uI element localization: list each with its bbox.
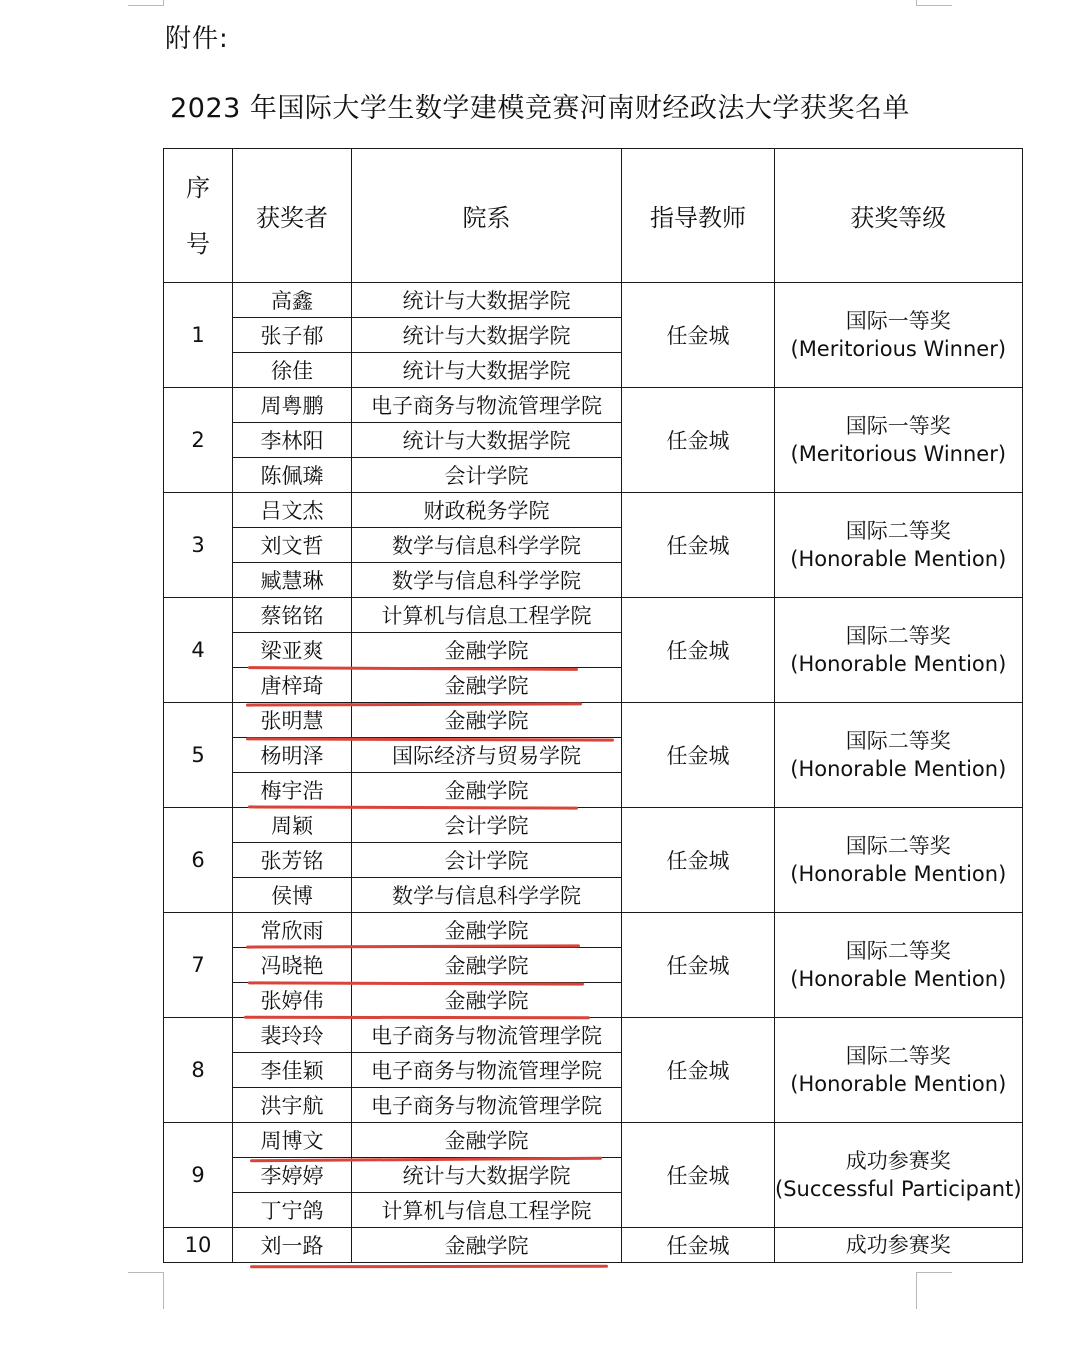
winner-name: 周博文 (233, 1123, 352, 1158)
table-row (164, 388, 1023, 423)
award-level (775, 493, 1023, 598)
department-name: 金融学院 (352, 1123, 622, 1158)
department-name: 电子商务与物流管理学院 (352, 1018, 622, 1053)
corner-mark-bottom-right (916, 1272, 952, 1309)
award-level (775, 703, 1023, 808)
winner-name: 陈佩璘 (233, 458, 352, 493)
department-name: 金融学院 (352, 1228, 622, 1263)
department-name: 数学与信息科学学院 (352, 878, 622, 913)
highlight-underline (244, 1016, 590, 1020)
advisor-name: 任金城 (622, 1228, 775, 1263)
advisor-name: 任金城 (622, 808, 775, 913)
award-level (775, 598, 1023, 703)
table-row (164, 913, 1023, 948)
winner-name: 梁亚爽 (233, 633, 352, 668)
corner-mark-top-right (916, 0, 952, 6)
winner-name: 梅宇浩 (233, 773, 352, 808)
department-name: 数学与信息科学学院 (352, 528, 622, 563)
advisor-name: 任金城 (622, 703, 775, 808)
advisor-name: 任金城 (622, 493, 775, 598)
winner-name: 周颖 (233, 808, 352, 843)
award-level (775, 388, 1023, 493)
award-cn: 成功参赛奖 (845, 1149, 951, 1173)
winner-name: 洪宇航 (233, 1088, 352, 1123)
award-en: (Honorable Mention) (790, 862, 1007, 886)
document-title: 2023 年国际大学生数学建模竞赛河南财经政法大学获奖名单 (170, 93, 910, 124)
advisor-name: 任金城 (622, 1018, 775, 1123)
team-number: 5 (164, 703, 233, 808)
department-name: 会计学院 (352, 808, 622, 843)
awards-body (164, 283, 1023, 1263)
award-en: (Meritorious Winner) (790, 337, 1007, 361)
winner-name: 张芳铭 (233, 843, 352, 878)
table-row (164, 283, 1023, 318)
table-row (164, 808, 1023, 843)
table-row (164, 703, 1023, 738)
winner-name: 蔡铭铭 (233, 598, 352, 633)
award-cn: 国际一等奖 (845, 309, 951, 333)
winner-name: 吕文杰 (233, 493, 352, 528)
department-name: 金融学院 (352, 773, 622, 808)
winner-name: 杨明泽 (233, 738, 352, 773)
award-en: (Honorable Mention) (790, 967, 1007, 991)
winner-name: 高鑫 (233, 283, 352, 318)
department-name: 金融学院 (352, 948, 622, 983)
award-en: (Honorable Mention) (790, 652, 1007, 676)
department-name: 金融学院 (352, 668, 622, 703)
award-level: 成功参赛奖 (775, 1228, 1023, 1263)
winner-name: 丁宁鸽 (233, 1193, 352, 1228)
department-name: 金融学院 (352, 703, 622, 738)
department-name: 金融学院 (352, 633, 622, 668)
team-number: 8 (164, 1018, 233, 1123)
winner-name: 刘文哲 (233, 528, 352, 563)
advisor-name: 任金城 (622, 598, 775, 703)
team-number: 10 (164, 1228, 233, 1263)
award-level (775, 1123, 1023, 1228)
winner-name: 常欣雨 (233, 913, 352, 948)
winner-name: 臧慧琳 (233, 563, 352, 598)
department-name: 国际经济与贸易学院 (352, 738, 622, 773)
award-en: (Honorable Mention) (790, 757, 1007, 781)
winner-name: 张明慧 (233, 703, 352, 738)
corner-mark-bottom-left (128, 1272, 164, 1309)
table-row (164, 598, 1023, 633)
award-cn: 国际二等奖 (845, 1044, 951, 1068)
table-row (164, 1123, 1023, 1158)
team-number: 9 (164, 1123, 233, 1228)
winner-name: 李林阳 (233, 423, 352, 458)
department-name: 统计与大数据学院 (352, 283, 622, 318)
award-level (775, 283, 1023, 388)
winner-name: 侯博 (233, 878, 352, 913)
department-name: 统计与大数据学院 (352, 318, 622, 353)
winner-name: 李婷婷 (233, 1158, 352, 1193)
team-number: 7 (164, 913, 233, 1018)
header-advisor: 指导教师 (622, 149, 775, 283)
table-row (164, 1018, 1023, 1053)
advisor-name: 任金城 (622, 1123, 775, 1228)
department-name: 电子商务与物流管理学院 (352, 1088, 622, 1123)
team-number: 2 (164, 388, 233, 493)
header-winner: 获奖者 (233, 149, 352, 283)
winner-name: 李佳颖 (233, 1053, 352, 1088)
award-cn: 国际二等奖 (845, 939, 951, 963)
winner-name: 张婷伟 (233, 983, 352, 1018)
department-name: 电子商务与物流管理学院 (352, 1053, 622, 1088)
department-name: 财政税务学院 (352, 493, 622, 528)
department-name: 统计与大数据学院 (352, 1158, 622, 1193)
award-level (775, 913, 1023, 1018)
winner-name: 刘一路 (233, 1228, 352, 1263)
award-level (775, 808, 1023, 913)
table-row (164, 1228, 1023, 1263)
team-number: 4 (164, 598, 233, 703)
advisor-name: 任金城 (622, 388, 775, 493)
department-name: 计算机与信息工程学院 (352, 1193, 622, 1228)
department-name: 统计与大数据学院 (352, 423, 622, 458)
header-no-line2: 号 (186, 229, 210, 258)
department-name: 统计与大数据学院 (352, 353, 622, 388)
department-name: 电子商务与物流管理学院 (352, 388, 622, 423)
winner-name: 张子郁 (233, 318, 352, 353)
attachment-label: 附件: (165, 24, 229, 54)
winner-name: 裴玲玲 (233, 1018, 352, 1053)
award-en: (Honorable Mention) (790, 1072, 1007, 1096)
advisor-name: 任金城 (622, 283, 775, 388)
department-name: 数学与信息科学学院 (352, 563, 622, 598)
winner-name: 周粤鹏 (233, 388, 352, 423)
award-cn: 国际一等奖 (845, 414, 951, 438)
header-department: 院系 (352, 149, 622, 283)
award-en: (Meritorious Winner) (790, 442, 1007, 466)
table-row (164, 493, 1023, 528)
award-en: (Successful Participant) (775, 1177, 1022, 1201)
winner-name: 徐佳 (233, 353, 352, 388)
corner-mark-top-left (128, 0, 164, 6)
department-name: 会计学院 (352, 843, 622, 878)
award-cn: 国际二等奖 (845, 834, 951, 858)
winner-name: 冯晓艳 (233, 948, 352, 983)
winner-name: 唐梓琦 (233, 668, 352, 703)
highlight-underline (250, 1265, 608, 1269)
award-cn: 国际二等奖 (845, 519, 951, 543)
department-name: 金融学院 (352, 983, 622, 1018)
department-name: 计算机与信息工程学院 (352, 598, 622, 633)
award-cn: 国际二等奖 (845, 729, 951, 753)
award-en: (Honorable Mention) (790, 547, 1007, 571)
header-award: 获奖等级 (775, 149, 1023, 283)
award-cn: 国际二等奖 (845, 624, 951, 648)
team-number: 6 (164, 808, 233, 913)
team-number: 3 (164, 493, 233, 598)
advisor-name: 任金城 (622, 913, 775, 1018)
header-row (164, 149, 1023, 283)
award-level (775, 1018, 1023, 1123)
department-name: 金融学院 (352, 913, 622, 948)
team-number: 1 (164, 283, 233, 388)
header-no-line1: 序 (186, 173, 210, 202)
header-no (164, 149, 233, 283)
department-name: 会计学院 (352, 458, 622, 493)
